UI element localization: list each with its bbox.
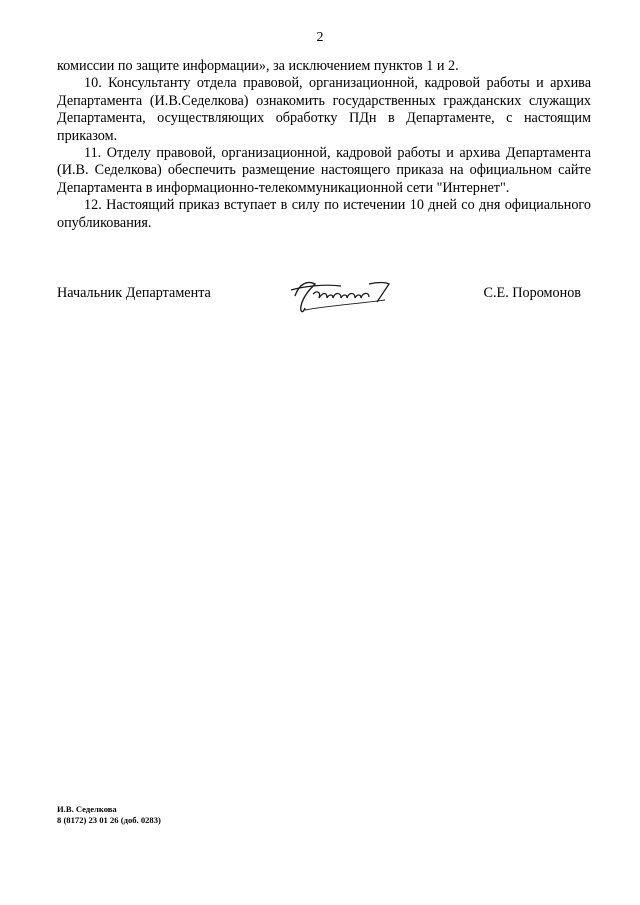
paragraph-12: 12. Настоящий приказ вступает в силу по истечении 10 дней со дня официального опубликования. — [57, 197, 591, 231]
signatory-position: Начальник Департамента — [57, 285, 211, 301]
executor-info — [57, 804, 161, 826]
page-number: 2 — [316, 30, 324, 45]
paragraph-continuation: комиссии по защите информации», за исключением пунктов 1 и 2. — [57, 58, 459, 74]
signatory-name: С.Е. Поромонов — [483, 285, 581, 301]
document-body — [57, 58, 591, 232]
paragraph-11: 11. Отделу правовой, организационной, кадровой работы и архива Департамента (И.В. Седелкова) обеспечить размещение настоящего приказа на официальном сайте Департамента в информационно-телекоммуникационной сети "Интернет". — [57, 145, 591, 196]
paragraph-10: 10. Консультанту отдела правовой, организационной, кадровой работы и архива Департамента (И.В.Седелкова) ознакомить государственных гражданских служащих Департамента, осуществляющих обработку ПДн в Департаменте, с настоящим приказом. — [57, 75, 591, 144]
executor-phone: 8 (8172) 23 01 26 (доб. 0283) — [57, 815, 161, 825]
executor-name: И.В. Седелкова — [57, 804, 117, 814]
handwritten-signature — [285, 270, 395, 320]
